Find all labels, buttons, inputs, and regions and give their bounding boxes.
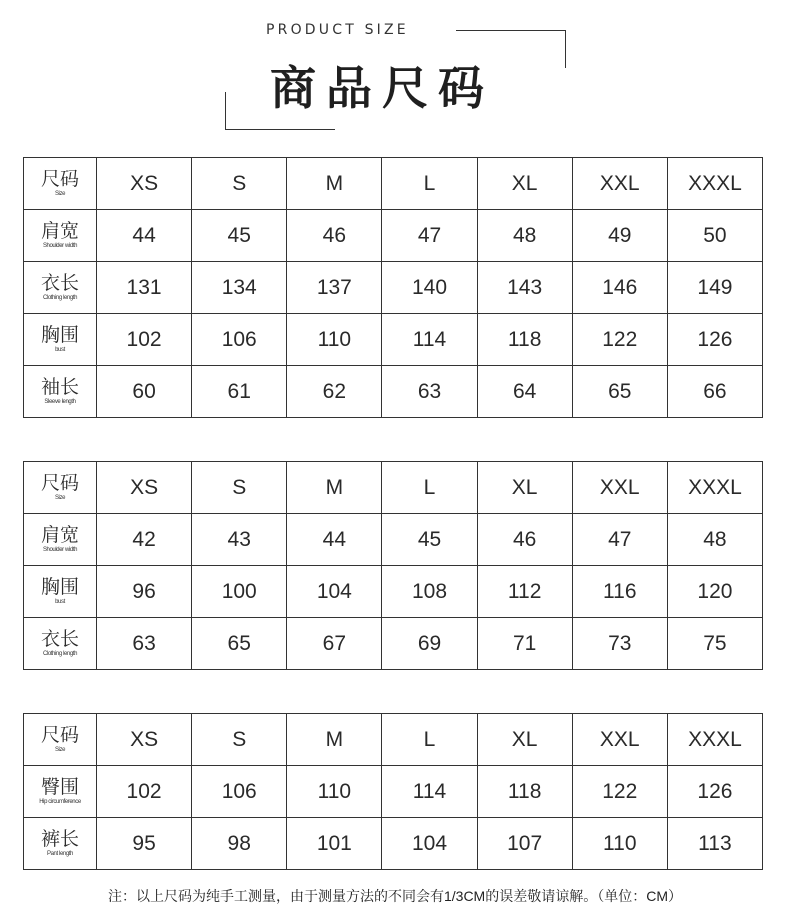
measurement-value: 137 (287, 262, 382, 314)
measurement-label-cell (24, 314, 97, 366)
measurement-value: 61 (192, 366, 287, 418)
table-row (24, 210, 763, 262)
size-column-header: XXXL (667, 714, 762, 766)
size-label-en: Size (54, 191, 66, 197)
measurement-label-cn: 袖长 (40, 377, 79, 398)
measurement-label-cn: 臀围 (40, 777, 79, 798)
measurement-label-cell (24, 210, 97, 262)
measurement-value: 60 (97, 366, 192, 418)
size-column-header: XL (477, 158, 572, 210)
measurement-value: 107 (477, 818, 572, 870)
measurement-value: 65 (572, 366, 667, 418)
measurement-value: 118 (477, 314, 572, 366)
size-label-cell (24, 158, 97, 210)
size-label-cell (24, 714, 97, 766)
table-row (24, 566, 763, 618)
measurement-value: 114 (382, 766, 477, 818)
measurement-label-en: bust (55, 599, 65, 605)
measurement-value: 104 (287, 566, 382, 618)
measurement-value: 102 (97, 314, 192, 366)
measurement-label-cell (24, 262, 97, 314)
measurement-label-cn: 衣长 (40, 629, 79, 650)
size-column-header: M (287, 462, 382, 514)
measurement-value: 120 (667, 566, 762, 618)
measurement-label-en: Clothing length (42, 651, 78, 657)
measurement-label-cn: 胸围 (40, 325, 79, 346)
measurement-label-en: bust (55, 347, 65, 353)
measurement-label-en: Pant length (47, 851, 73, 857)
page-title: 商品尺码 (270, 61, 494, 115)
measurement-value: 44 (287, 514, 382, 566)
measurement-value: 131 (97, 262, 192, 314)
size-column-header: XL (477, 714, 572, 766)
measurement-value: 50 (667, 210, 762, 262)
measurement-value: 140 (382, 262, 477, 314)
measurement-value: 134 (192, 262, 287, 314)
decorative-line-bottom (225, 129, 335, 130)
measurement-label-cn: 胸围 (40, 577, 79, 598)
measurement-label-cn: 肩宽 (40, 525, 79, 546)
measurement-value: 73 (572, 618, 667, 670)
measurement-value: 47 (572, 514, 667, 566)
size-column-header: XXL (572, 714, 667, 766)
measurement-value: 42 (97, 514, 192, 566)
size-column-header: XS (97, 158, 192, 210)
measurement-value: 113 (667, 818, 762, 870)
measurement-label-en: Shoulder width (42, 243, 78, 249)
measurement-value: 69 (382, 618, 477, 670)
measurement-value: 110 (287, 766, 382, 818)
measurement-label-en: Sleeve length (44, 399, 76, 405)
measurement-value: 45 (192, 210, 287, 262)
measurement-value: 116 (572, 566, 667, 618)
size-header-row (24, 462, 763, 514)
measurement-value: 43 (192, 514, 287, 566)
decorative-line-top-vertical (565, 30, 566, 68)
measurement-value: 114 (382, 314, 477, 366)
size-label-cn: 尺码 (40, 725, 79, 746)
size-column-header: S (192, 714, 287, 766)
measurement-value: 122 (572, 314, 667, 366)
measurement-value: 47 (382, 210, 477, 262)
measurement-value: 98 (192, 818, 287, 870)
size-column-header: XXXL (667, 158, 762, 210)
measurement-value: 48 (477, 210, 572, 262)
size-column-header: XXL (572, 462, 667, 514)
measurement-value: 71 (477, 618, 572, 670)
measurement-label-cn: 裤长 (40, 829, 79, 850)
measurement-value: 143 (477, 262, 572, 314)
measurement-label-cn: 肩宽 (40, 221, 79, 242)
size-table-top (23, 157, 763, 418)
measurement-value: 95 (97, 818, 192, 870)
measurement-label-cn: 衣长 (40, 273, 79, 294)
measurement-label-en: Clothing length (42, 295, 78, 301)
measurement-value: 67 (287, 618, 382, 670)
size-column-header: L (382, 462, 477, 514)
measurement-value: 46 (477, 514, 572, 566)
size-label-en: Size (54, 495, 66, 501)
measurement-value: 46 (287, 210, 382, 262)
size-column-header: S (192, 462, 287, 514)
size-table-middle (23, 461, 763, 670)
size-column-header: XXL (572, 158, 667, 210)
size-column-header: XXXL (667, 462, 762, 514)
measurement-value: 75 (667, 618, 762, 670)
page-subtitle: PRODUCT SIZE (266, 22, 409, 38)
measurement-value: 149 (667, 262, 762, 314)
measurement-value: 96 (97, 566, 192, 618)
size-label-cn: 尺码 (40, 169, 79, 190)
measurement-value: 48 (667, 514, 762, 566)
table-row (24, 818, 763, 870)
size-column-header: S (192, 158, 287, 210)
size-label-en: Size (54, 747, 66, 753)
table-row (24, 366, 763, 418)
size-column-header: L (382, 158, 477, 210)
size-label-cell (24, 462, 97, 514)
decorative-line-top (456, 30, 566, 31)
measurement-value: 65 (192, 618, 287, 670)
size-column-header: M (287, 158, 382, 210)
measurement-value: 101 (287, 818, 382, 870)
measurement-label-cell (24, 766, 97, 818)
measurement-value: 102 (97, 766, 192, 818)
size-column-header: L (382, 714, 477, 766)
size-header-row (24, 714, 763, 766)
measurement-value: 108 (382, 566, 477, 618)
measurement-value: 62 (287, 366, 382, 418)
measurement-label-cell (24, 366, 97, 418)
measurement-value: 146 (572, 262, 667, 314)
measurement-value: 64 (477, 366, 572, 418)
size-label-cn: 尺码 (40, 473, 79, 494)
measurement-label-en: Shoulder width (42, 547, 78, 553)
measurement-value: 44 (97, 210, 192, 262)
measurement-value: 106 (192, 314, 287, 366)
size-column-header: XL (477, 462, 572, 514)
measurement-value: 122 (572, 766, 667, 818)
measurement-value: 126 (667, 766, 762, 818)
measurement-value: 112 (477, 566, 572, 618)
measurement-value: 110 (572, 818, 667, 870)
table-row (24, 514, 763, 566)
measurement-value: 126 (667, 314, 762, 366)
measurement-value: 118 (477, 766, 572, 818)
table-row (24, 314, 763, 366)
size-header-row (24, 158, 763, 210)
size-table-bottom (23, 713, 763, 870)
table-row (24, 766, 763, 818)
measurement-value: 66 (667, 366, 762, 418)
table-row (24, 262, 763, 314)
size-column-header: XS (97, 714, 192, 766)
table-row (24, 618, 763, 670)
size-column-header: M (287, 714, 382, 766)
size-column-header: XS (97, 462, 192, 514)
page-header (0, 0, 790, 140)
measurement-label-cell (24, 818, 97, 870)
measurement-value: 63 (97, 618, 192, 670)
measurement-label-en: Hip circumference (39, 799, 81, 805)
measurement-value: 106 (192, 766, 287, 818)
measurement-value: 104 (382, 818, 477, 870)
measurement-value: 110 (287, 314, 382, 366)
measurement-value: 49 (572, 210, 667, 262)
measurement-value: 63 (382, 366, 477, 418)
measurement-value: 100 (192, 566, 287, 618)
measurement-value: 45 (382, 514, 477, 566)
measurement-label-cell (24, 618, 97, 670)
measurement-label-cell (24, 566, 97, 618)
measurement-note: 注：以上尺码为纯手工测量，由于测量方法的不同会有1/3CM的误差敬请谅解。（单位：CM） (107, 888, 682, 904)
measurement-label-cell (24, 514, 97, 566)
decorative-line-bottom-vertical (225, 92, 226, 130)
